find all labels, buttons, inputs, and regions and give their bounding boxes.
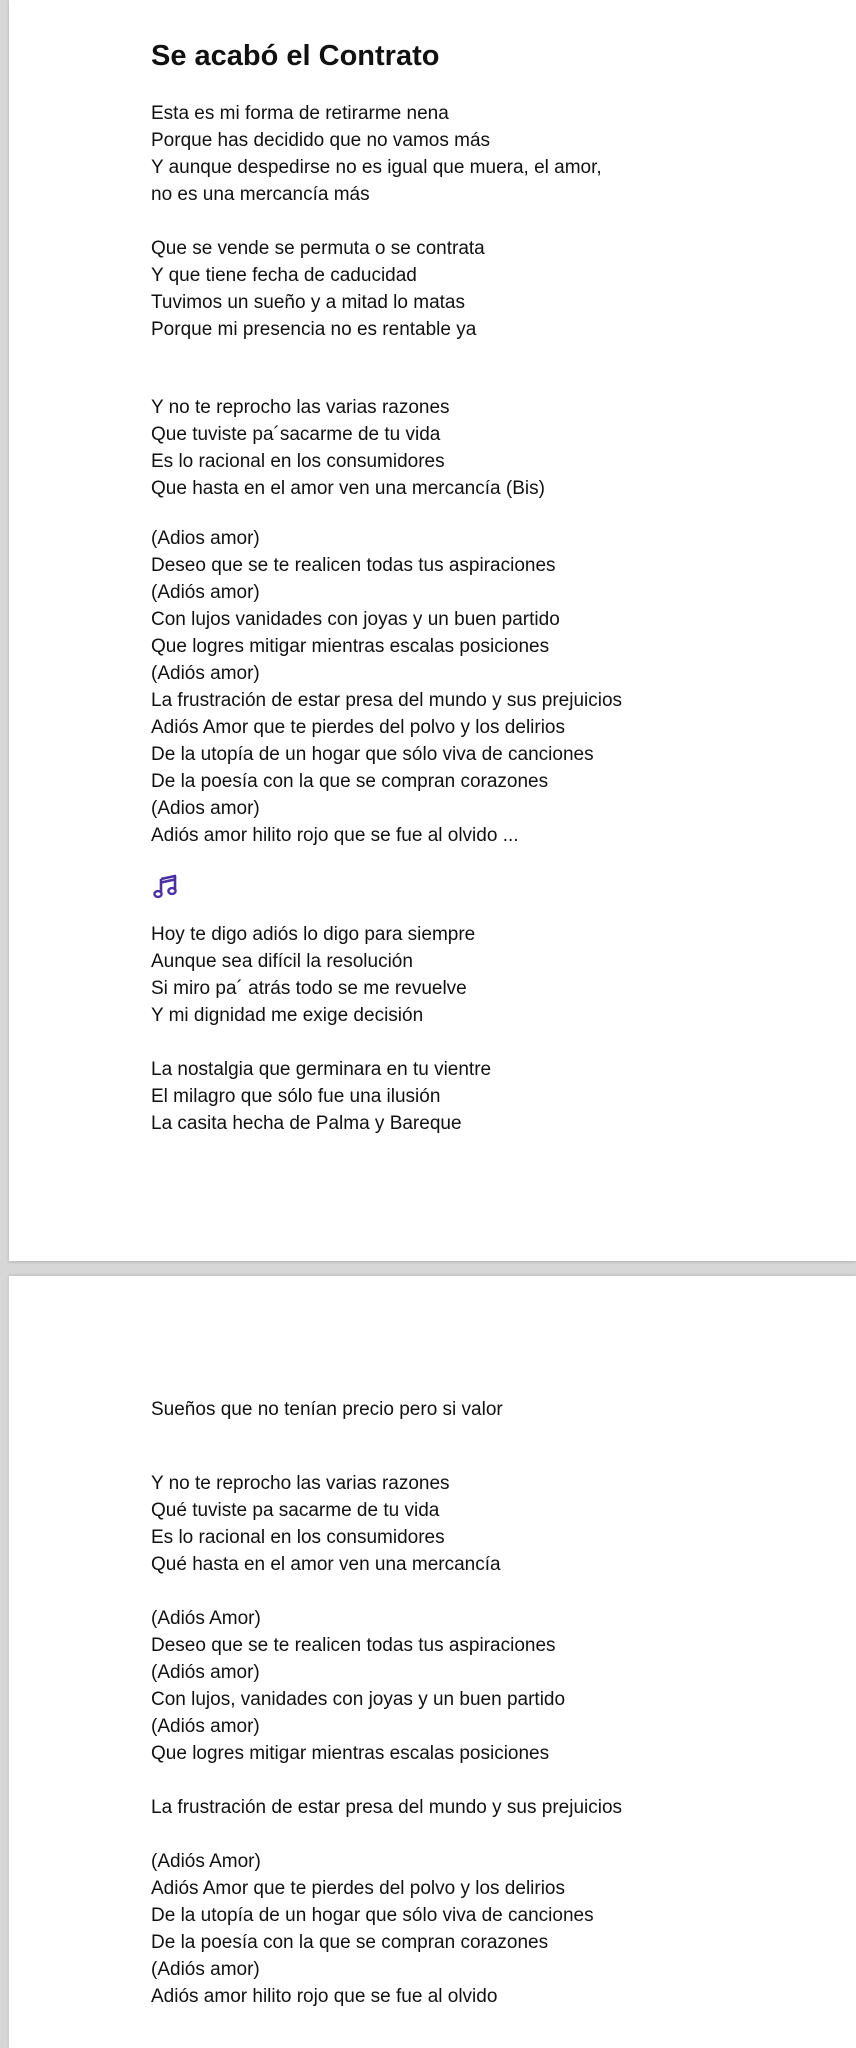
lyric-line: Porque has decidido que no vamos más — [151, 130, 491, 151]
document-page-2 — [9, 1276, 856, 2048]
lyric-line: Que logres mitigar mientras escalas posiciones — [151, 1743, 550, 1764]
lyric-line: (Adiós Amor) — [151, 1608, 261, 1629]
lyric-line: (Adios amor) — [151, 798, 260, 819]
lyric-line: Tuvimos un sueño y a mitad lo matas — [151, 292, 465, 313]
lyric-line: Sueños que no tenían precio pero si valor — [151, 1399, 503, 1420]
lyric-line: (Adiós Amor) — [151, 1851, 261, 1872]
lyric-line: (Adiós amor) — [151, 582, 260, 603]
lyric-line: Y mi dignidad me exige decisión — [151, 1005, 424, 1026]
lyric-line: Con lujos, vanidades con joyas y un buen partido — [151, 1689, 566, 1710]
lyric-line: De la poesía con la que se compran corazones — [151, 771, 549, 792]
lyric-line: (Adiós amor) — [151, 663, 260, 684]
lyric-line: Adiós Amor que te pierdes del polvo y los delirios — [151, 1878, 566, 1899]
lyric-line: Deseo que se te realicen todas tus aspiraciones — [151, 1635, 556, 1656]
lyric-line: Deseo que se te realicen todas tus aspiraciones — [151, 555, 556, 576]
lyric-line: Y aunque despedirse no es igual que muera, el amor, — [151, 157, 602, 178]
lyric-line: De la utopía de un hogar que sólo viva de canciones — [151, 744, 594, 765]
lyric-line: Es lo racional en los consumidores — [151, 1527, 445, 1548]
lyric-line: Aunque sea difícil la resolución — [151, 951, 413, 972]
lyric-line: Adiós amor hilito rojo que se fue al olvido — [151, 1986, 498, 2007]
lyric-line: Con lujos vanidades con joyas y un buen partido — [151, 609, 560, 630]
lyric-line: Y no te reprocho las varias razones — [151, 397, 450, 418]
lyric-line: Y no te reprocho las varias razones — [151, 1473, 450, 1494]
lyric-line: Es lo racional en los consumidores — [151, 451, 445, 472]
lyric-line: Que se vende se permuta o se contrata — [151, 238, 485, 259]
lyric-line: (Adios amor) — [151, 528, 260, 549]
lyric-line: Adiós Amor que te pierdes del polvo y los delirios — [151, 717, 566, 738]
music-note-icon — [152, 872, 180, 900]
song-title: Se acabó el Contrato — [151, 40, 440, 72]
lyric-line: De la utopía de un hogar que sólo viva de canciones — [151, 1905, 594, 1926]
lyric-line: Si miro pa´ atrás todo se me revuelve — [151, 978, 467, 999]
lyric-line: Adiós amor hilito rojo que se fue al olvido ... — [151, 825, 519, 846]
lyric-line: no es una mercancía más — [151, 184, 370, 205]
lyric-line: La frustración de estar presa del mundo y sus prejuicios — [151, 1797, 623, 1818]
lyric-line: La nostalgia que germinara en tu vientre — [151, 1059, 492, 1080]
lyric-line: Hoy te digo adiós lo digo para siempre — [151, 924, 476, 945]
lyric-line: Porque mi presencia no es rentable ya — [151, 319, 477, 340]
lyric-line: El milagro que sólo fue una ilusión — [151, 1086, 441, 1107]
lyric-line: Qué tuviste pa sacarme de tu vida — [151, 1500, 440, 1521]
lyric-line: Esta es mi forma de retirarme nena — [151, 103, 449, 124]
lyric-line: Qué hasta en el amor ven una mercancía — [151, 1554, 501, 1575]
lyric-line: La frustración de estar presa del mundo y sus prejuicios — [151, 690, 623, 711]
lyric-line: Que tuviste pa´sacarme de tu vida — [151, 424, 441, 445]
lyric-line: (Adiós amor) — [151, 1959, 260, 1980]
document-page-1 — [9, 0, 856, 1261]
lyric-line: La casita hecha de Palma y Bareque — [151, 1113, 462, 1134]
lyric-line: Y que tiene fecha de caducidad — [151, 265, 417, 286]
lyric-line: De la poesía con la que se compran corazones — [151, 1932, 549, 1953]
lyric-line: Que hasta en el amor ven una mercancía (Bis) — [151, 478, 545, 499]
lyric-line: (Adiós amor) — [151, 1716, 260, 1737]
lyric-line: (Adiós amor) — [151, 1662, 260, 1683]
lyric-line: Que logres mitigar mientras escalas posiciones — [151, 636, 550, 657]
